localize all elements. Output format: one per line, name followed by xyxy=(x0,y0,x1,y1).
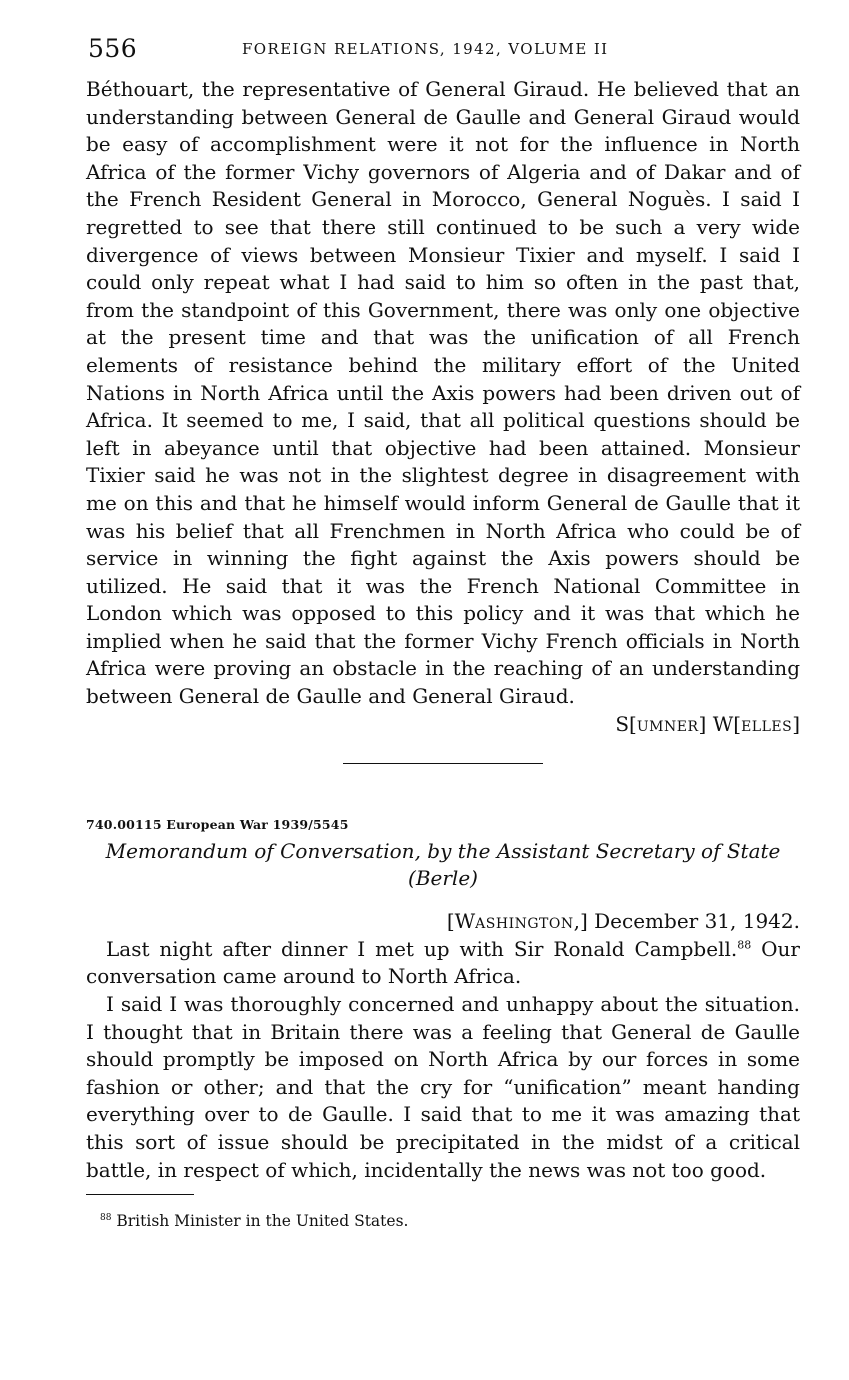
continued-paragraph: Béthouart, the representative of General Giraud. He believed that an understanding between General de Gaulle and General Giraud would be easy of accomplishment were it not for the influence in North Africa of the former Vichy governors of Algeria and of Dakar and of the French Resident General in Morocco, General Noguès. I said I regretted to see that there still continued to be such a very wide divergence of views between Monsieur Tixier and myself. I said I could only repeat what I had said to him so often in the past that, from the standpoint of this Government, there was only one objective at the present time and that was the unification of all French elements of resistance behind the military effort of the United Nations in North Africa until the Axis powers had been driven out of Africa. It seemed to me, I said, that all political questions should be left in abeyance until that objective had been attained. Monsieur Tixier said he was not in the slightest degree in disagreement with me on this and that he himself would inform General de Gaulle that it was his belief that all Frenchmen in North Africa who could be of service in winning the fight against the Axis powers should be utilized. He said that it was the French National Committee in London which was opposed to this policy and it was that which he implied when he said that the former Vichy French officials in North Africa were proving an obstacle in the reaching of an understanding between General de Gaulle and General Giraud. xyxy=(86,77,800,709)
dateline-open: [W xyxy=(446,909,476,934)
document-page xyxy=(86,34,800,1231)
header-title: FOREIGN RELATIONS, 1942, VOLUME II xyxy=(242,40,609,58)
memo-paragraph-1-cont: Our conversation came around to North Africa. xyxy=(86,936,800,989)
signature-end: ] xyxy=(792,711,800,736)
footnote-text: British Minister in the United States. xyxy=(111,1212,409,1231)
dateline-date: ,] December 31, 1942. xyxy=(573,909,800,934)
dateline-place: ashington xyxy=(475,909,574,934)
footnote-marker: 88 xyxy=(100,1213,112,1224)
memo-paragraph-1-text: Last night after dinner I met up with Sir Ronald Campbell. xyxy=(106,936,738,961)
signature-welles: elles xyxy=(741,711,793,736)
signature-mid: ] W[ xyxy=(698,711,742,736)
section-divider xyxy=(343,763,543,764)
dateline xyxy=(86,908,800,936)
document-title-line1: Memorandum of Conversation, by the Assistant Secretary of State xyxy=(105,839,781,864)
footnote xyxy=(86,1208,800,1231)
file-number: 740.00115 European War 1939/5545 xyxy=(86,817,349,833)
document-title-line2: (Berle) xyxy=(408,866,478,891)
signature-initial-s: S[ xyxy=(615,711,637,736)
footnote-reference: 88 xyxy=(737,938,752,952)
memo-paragraph-2: I said I was thoroughly concerned and unhappy about the situation. I thought that in Britain there was a feeling that General de Gaulle should promptly be imposed on North Africa by our forces in some fashion or other; and that the cry for “unification” meant handing everything over to de Gaulle. I said that to me it was amazing that this sort of issue should be precipitated in the midst of a critical battle, in respect of which, incidentally the news was not too good. xyxy=(86,992,800,1182)
page-number: 556 xyxy=(88,34,138,63)
document-title xyxy=(86,838,800,892)
running-header xyxy=(86,34,800,74)
footnote-rule xyxy=(86,1194,194,1195)
signature xyxy=(86,711,800,739)
signature-sumner: umner xyxy=(636,711,699,736)
memo-paragraph-1 xyxy=(86,936,800,991)
